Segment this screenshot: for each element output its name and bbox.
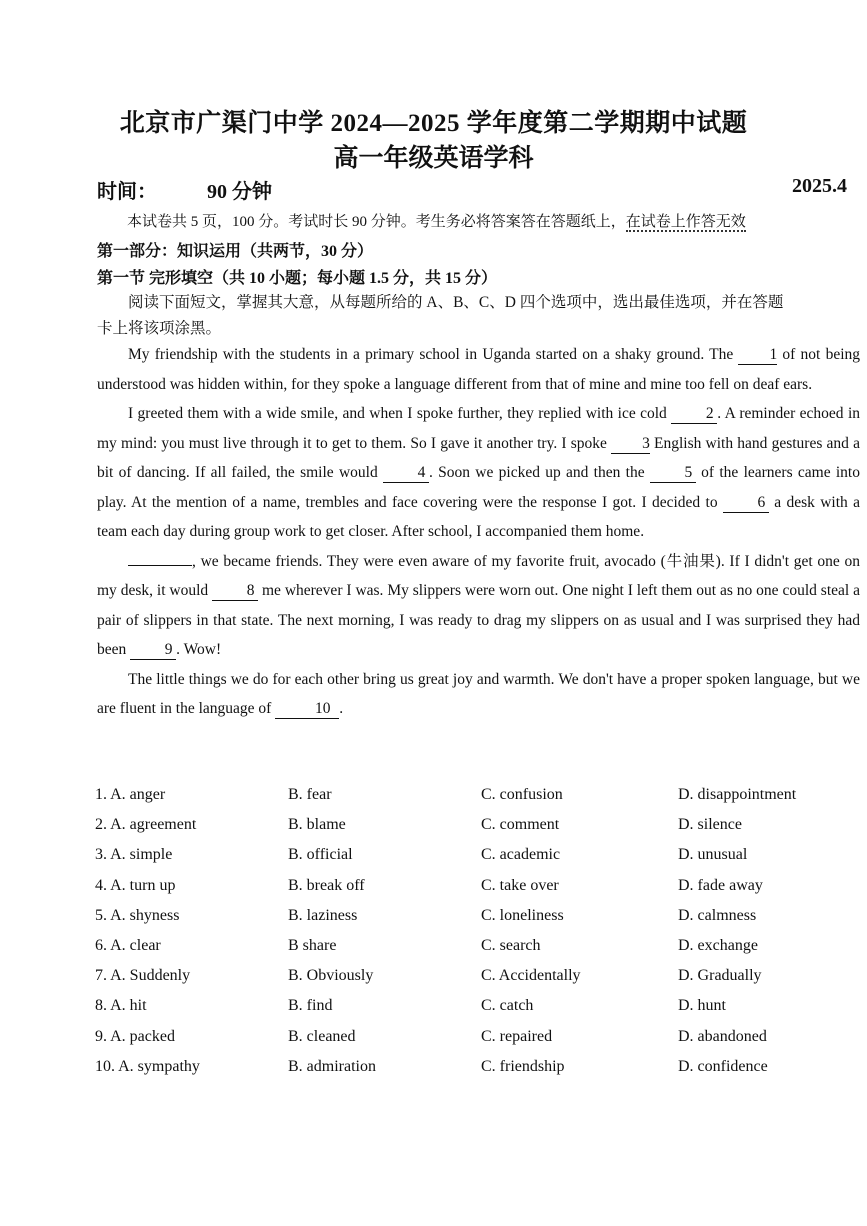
- option-a: 2. A. agreement: [95, 816, 197, 834]
- blank-2: 2: [671, 405, 717, 424]
- passage-paragraph: My friendship with the students in a primary school in Uganda started on a shaky ground. The 1 of not being understood was hidden within, for they spoke a language different from that of mine and mine too fell on deaf ears.: [97, 346, 861, 393]
- option-d: D. Gradually: [678, 967, 762, 985]
- option-b: B. laziness: [288, 906, 358, 924]
- exam-title: 北京市广渠门中学 2024—2025 学年度第二学期期中试题: [119, 110, 748, 137]
- option-row: [95, 786, 835, 816]
- option-c: C. loneliness: [481, 906, 564, 924]
- exam-subtitle: 高一年级英语学科: [333, 145, 534, 172]
- blank-6: 6: [723, 494, 769, 513]
- section-heading: 第一节 完形填空（共 10 小题；每小题 1.5 分，共 15 分）: [97, 270, 498, 287]
- option-a: 4. A. turn up: [95, 876, 176, 894]
- option-d: D. confidence: [678, 1057, 768, 1075]
- option-b: B. blame: [288, 816, 346, 834]
- option-c: C. friendship: [481, 1057, 565, 1075]
- passage-paragraph: I greeted them with a wide smile, and when I spoke further, they replied with ice cold 2 . A reminder echoed in my mind: you must live through it to get to them. So I gave it another try. I spoke 3 English with hand gestures and a bit of dancing. If all failed, the smile would 4 . Soon we picked up and then the 5 of the learners came into play. At the mention of a name, trembles and face covering were the response I got. I decided to 6 a desk with a team each day during group work to get closer. After school, I accompanied them home.: [97, 405, 861, 540]
- exam-date: 2025.4: [792, 175, 847, 197]
- passage-paragraph: , we became friends. They were even aware of my favorite fruit, avocado (牛油果). If I didn't get one on my desk, it would 8 me wherever I was. My slippers were worn out. One night I left them out as no one could steal a pair of slippers in that state. The next morning, I was ready to drag my slippers on as usual and I was surprised they had been 9 . Wow!: [97, 552, 860, 658]
- option-c: C. take over: [481, 876, 559, 894]
- notice-emphasis: 在试卷上作答无效: [625, 214, 746, 230]
- option-d: D. exchange: [678, 936, 758, 954]
- option-row: [95, 937, 835, 967]
- option-c: C. confusion: [481, 786, 563, 803]
- blank-5: 5: [650, 464, 696, 483]
- option-row: [95, 846, 835, 876]
- option-d: D. silence: [678, 816, 742, 834]
- option-row: [95, 1058, 835, 1088]
- option-c: C. Accidentally: [481, 967, 581, 985]
- option-a: 9. A. packed: [95, 1027, 175, 1045]
- answer-options: [95, 786, 835, 1088]
- option-a: 1. A. anger: [95, 786, 166, 803]
- blank-1: 1: [738, 346, 777, 365]
- option-b: B. cleaned: [288, 1027, 356, 1045]
- option-a: 3. A. simple: [95, 846, 173, 864]
- option-d: D. hunt: [678, 997, 726, 1015]
- option-row: [95, 877, 835, 907]
- notice-text: 本试卷共 5 页，100 分。考试时长 90 分钟。考生务必将答案答在答题纸上，: [127, 214, 626, 230]
- blank-7: [128, 565, 192, 566]
- option-row: [95, 997, 835, 1027]
- exam-duration: 90 分钟: [207, 181, 272, 203]
- part-heading: 第一部分：知识运用（共两节，30 分）: [97, 243, 374, 260]
- option-row: [95, 1028, 835, 1058]
- instruction-line: 阅读下面短文，掌握其大意，从每题所给的 A、B、C、D 四个选项中，选出最佳选项，并在答题: [128, 294, 784, 311]
- option-b: B. break off: [288, 876, 365, 894]
- option-b: B. fear: [288, 786, 332, 803]
- option-b: B share: [288, 936, 337, 954]
- option-row: [95, 967, 835, 997]
- option-c: C. search: [481, 936, 541, 954]
- option-row: [95, 816, 835, 846]
- option-c: C. catch: [481, 997, 534, 1015]
- blank-10: 10: [275, 700, 339, 719]
- option-d: D. fade away: [678, 876, 763, 894]
- blank-8: 8: [212, 582, 258, 601]
- instruction-line: 卡上将该项涂黑。: [97, 320, 222, 337]
- option-b: B. admiration: [288, 1057, 376, 1075]
- option-a: 10. A. sympathy: [95, 1057, 200, 1075]
- passage-paragraph: The little things we do for each other bring us great joy and warmth. We don't have a proper spoken language, but we are fluent in the language of 10 .: [97, 670, 860, 717]
- option-b: B. official: [288, 846, 353, 864]
- option-c: C. repaired: [481, 1027, 553, 1045]
- time-label: 时间：: [97, 181, 157, 203]
- option-c: C. academic: [481, 846, 561, 864]
- blank-3: 3: [611, 435, 650, 454]
- option-b: B. find: [288, 997, 333, 1015]
- option-c: C. comment: [481, 816, 560, 834]
- option-d: D. abandoned: [678, 1027, 767, 1045]
- exam-info-bar: [97, 175, 857, 204]
- cloze-passage: [97, 340, 860, 724]
- blank-9: 9: [130, 641, 176, 660]
- option-b: B. Obviously: [288, 967, 374, 985]
- option-a: 7. A. Suddenly: [95, 967, 191, 985]
- blank-4: 4: [383, 464, 429, 483]
- option-d: D. unusual: [678, 846, 748, 864]
- option-d: D. disappointment: [678, 786, 797, 803]
- option-d: D. calmness: [678, 906, 757, 924]
- option-a: 5. A. shyness: [95, 906, 180, 924]
- option-a: 8. A. hit: [95, 997, 147, 1015]
- option-row: [95, 907, 835, 937]
- exam-notice: [97, 210, 746, 231]
- option-a: 6. A. clear: [95, 936, 161, 954]
